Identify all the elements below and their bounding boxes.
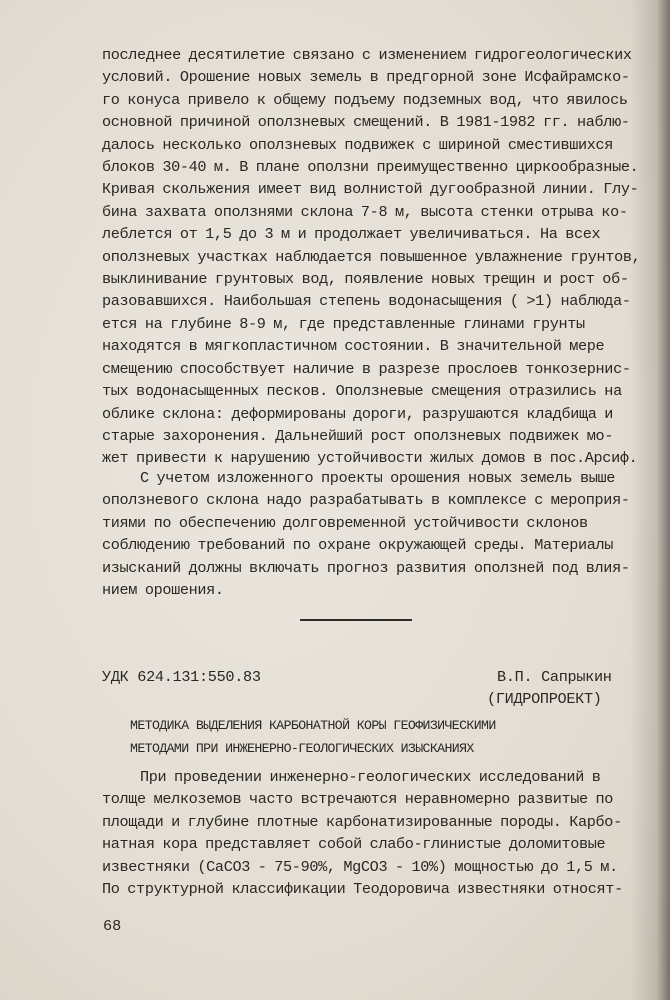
text-line: натная кора представляет собой слабо-глинистые доломитовые [102,835,606,854]
text-line: По структурной классификации Теодоровича известняки относят- [102,880,623,899]
paragraph-introduction [102,766,652,900]
text-line: облике склона: деформированы дороги, разрушаются кладбища и [102,404,614,423]
text-line: известняки (CaCO3 - 75-90%, MgCO3 - 10%) мощностью до 1,5 м. [102,857,618,876]
text-line: нием орошения. [102,581,224,600]
page-number: 68 [103,917,122,935]
text-line: последнее десятилетие связано с изменением гидрогеологических [102,46,632,64]
text-line: леблется от 1,5 до 3 м и продолжает увеличиваться. На всех [102,225,601,244]
udk-code: УДК 624.131:550.83 [102,668,261,686]
text-line: С учетом изложенного проекты орошения новых земель выше [140,469,616,487]
text-line: При проведении инженерно-геологических исследований в [140,768,601,786]
text-line: толще мелкоземов часто встречаются неравномерно развитые по [102,790,614,809]
text-line: тых водонасыщенных песков. Оползневые смещения отразились на [102,382,622,401]
text-line: ется на глубине 8-9 м, где представленные глинами грунты [102,314,585,333]
text-line: площади и глубине плотные карбонатизированные породы. Карбо- [102,812,622,831]
title-line: МЕТОДИКА ВЫДЕЛЕНИЯ КАРБОНАТНОЙ КОРЫ ГЕОФИЗИЧЕСКИМИ [130,718,496,733]
text-line: разовавшихся. Наибольшая степень водонасыщения ( >1) наблюда- [102,292,631,311]
text-line: выклинивание грунтовых вод, появление новых трещин и рост об- [102,270,629,289]
article-title [130,715,496,760]
title-line: МЕТОДАМИ ПРИ ИНЖЕНЕРНО-ГЕОЛОГИЧЕСКИХ ИЗЫСКАНИЯХ [130,740,474,756]
author-affiliation: (ГИДРОПРОЕКТ) [487,690,602,708]
paragraph-conclusion [102,467,652,601]
text-line: основной причиной оползневых смещений. В 1981-1982 гг. наблю- [102,113,630,132]
text-line: оползневого склона надо разрабатывать в комплексе с мероприя- [102,491,630,510]
text-line: соблюдению требований по охране окружающей среды. Материалы [102,536,614,555]
text-line: жет привести к нарушению устойчивости жилых домов в пос.Арсиф. [102,449,638,468]
text-line: далось несколько оползневых подвижек с шириной сместившихся [102,135,614,154]
text-line: блоков 30-40 м. В плане оползни преимущественно циркообразные. [102,158,639,177]
text-line: бина захвата оползнями склона 7-8 м, высота стенки отрыва ко- [102,202,628,221]
text-line: тиями по обеспечению долговременной устойчивости склонов [102,513,588,532]
text-line: находятся в мягкопластичном состоянии. В значительной мере [102,337,605,356]
section-divider [300,619,412,621]
text-line: го конуса привело к общему подъему подземных вод, что явилось [102,90,628,109]
author-name: В.П. Сапрыкин [497,668,612,686]
text-line: оползневых участках наблюдается повышенное увлажнение грунтов, [102,247,641,266]
text-line: изысканий должны включать прогноз развития оползней под влия- [102,558,630,577]
paragraph-landslides [102,44,652,470]
text-line: смещению способствует наличие в разрезе прослоев тонкозернис- [102,359,631,378]
text-line: условий. Орошение новых земель в предгорной зоне Исфайрамско- [102,68,630,87]
text-line: старые захоронения. Дальнейший рост оползневых подвижек мо- [102,426,614,445]
text-line: Кривая скольжения имеет вид волнистой дугообразной линии. Глу- [102,180,639,199]
